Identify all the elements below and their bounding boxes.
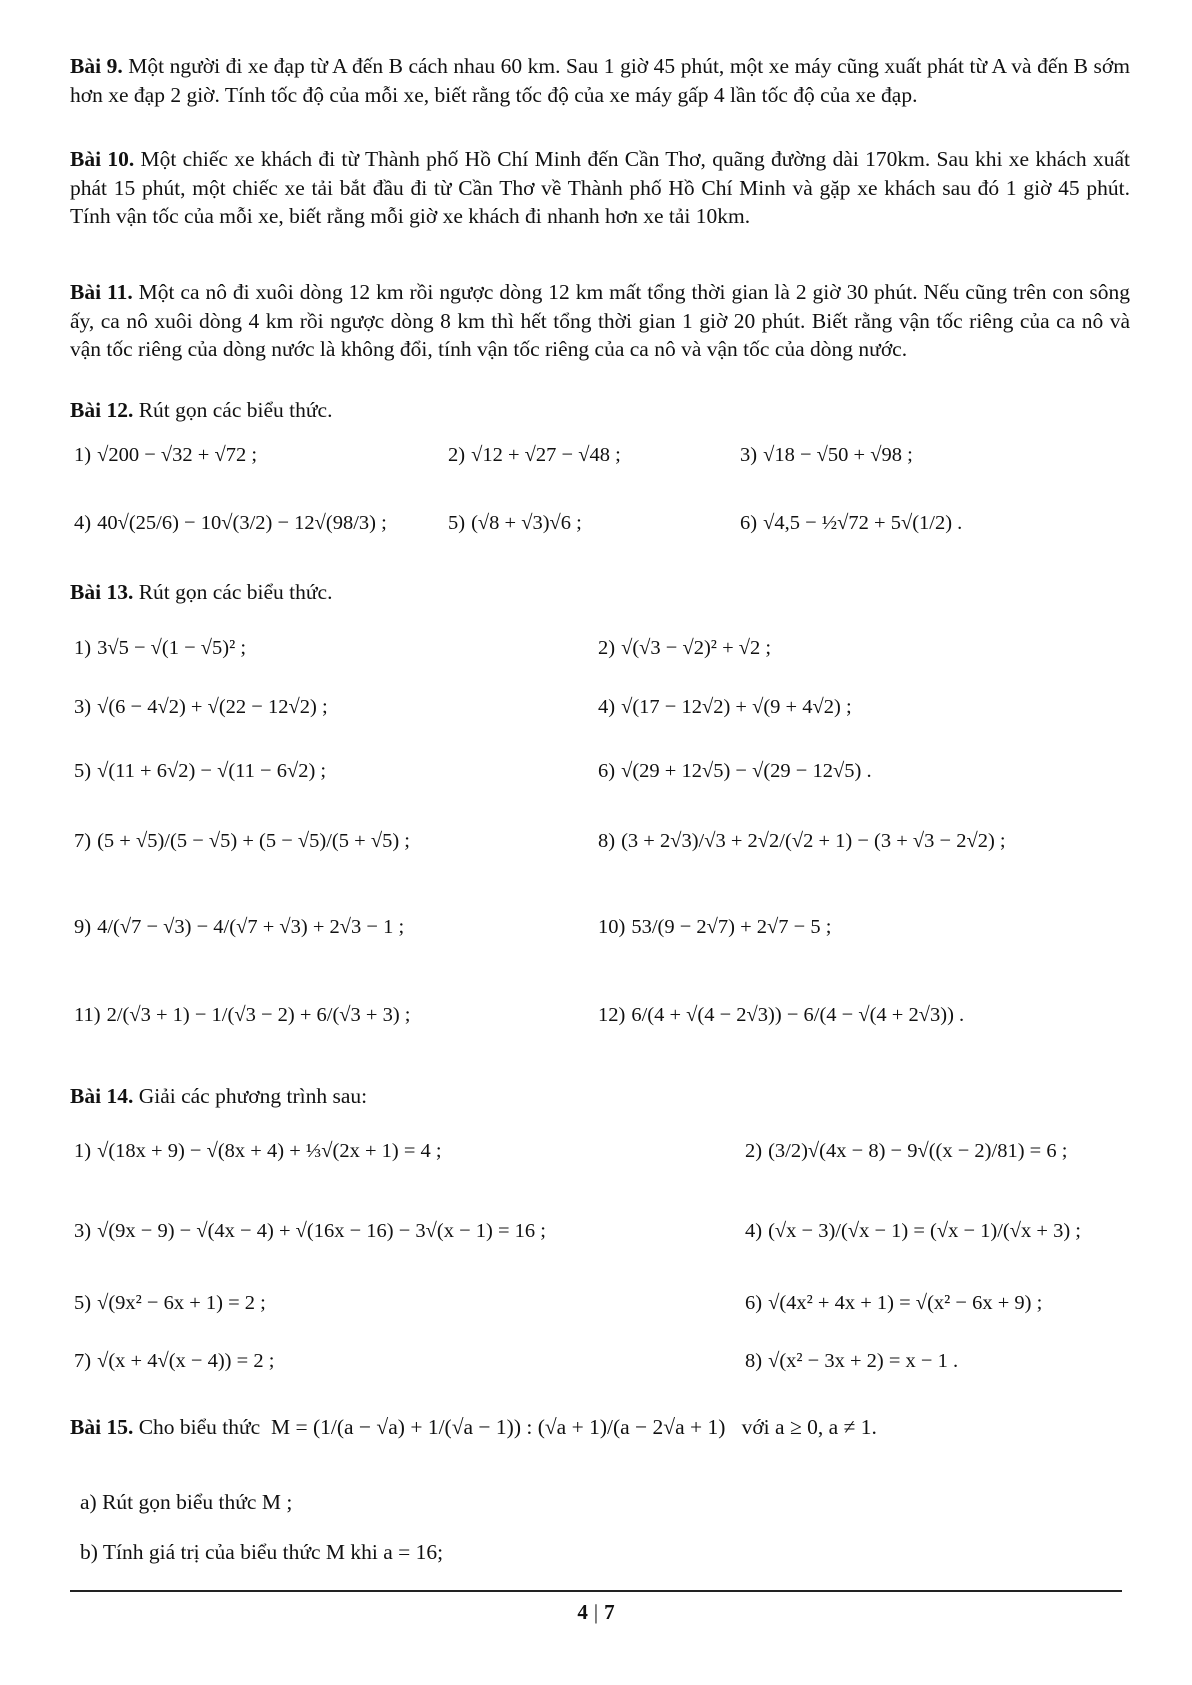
item-expression: √(29 + 12√5) − √(29 − 12√5) . [621,760,872,782]
item-number: 2) [448,444,466,466]
problem-11-label: Bài 11. [70,280,133,304]
problem-9 [70,52,1130,109]
exercise-13-2 [598,637,771,660]
item-number: 9) [74,916,92,938]
page-separator: | [593,1600,599,1624]
exercise-13-4 [598,696,852,719]
problem-10-label: Bài 10. [70,147,135,171]
item-expression: √(√3 − √2)² + √2 ; [621,637,772,659]
item-expression: 6/(4 + √(4 − 2√3)) − 6/(4 − √(4 + 2√3)) . [631,1004,965,1026]
item-expression: (3/2)√(4x − 8) − 9√((x − 2)/81) = 6 ; [768,1140,1068,1162]
item-number: 2) [745,1140,763,1162]
item-number: 8) [745,1350,763,1372]
item-number: 1) [74,1140,92,1162]
problem-15-text: Cho biểu thức [133,1415,261,1439]
exercise-12-5 [448,512,582,535]
exercise-13-1 [74,637,246,660]
item-expression: (√8 + √3)√6 ; [471,512,582,534]
problem-15-condition: với a ≥ 0, a ≠ 1. [741,1415,877,1439]
exercise-14-5 [74,1292,266,1315]
item-expression: √(9x − 9) − √(4x − 4) + √(16x − 16) − 3√(x − 1) = 16 ; [97,1220,547,1242]
exercise-12-1 [74,444,257,467]
item-number: 10) [598,916,626,938]
problem-15-formula: M = (1/(a − √a) + 1/(√a − 1)) : (√a + 1)/(a − 2√a + 1) [270,1415,726,1439]
exercise-13-3 [74,696,328,719]
item-expression: 40√(25/6) − 10√(3/2) − 12√(98/3) ; [97,512,387,534]
problem-14-heading [70,1084,367,1109]
exercise-14-2 [745,1140,1067,1163]
item-expression: √(6 − 4√2) + √(22 − 12√2) ; [97,696,328,718]
exercise-14-3 [74,1220,546,1243]
problem-15 [70,1415,877,1440]
item-expression: 4/(√7 − √3) − 4/(√7 + √3) + 2√3 − 1 ; [97,916,405,938]
problem-10 [70,145,1130,231]
exercise-13-10 [598,916,831,939]
exercise-14-4 [745,1220,1081,1243]
problem-15-part-b: b) Tính giá trị của biểu thức M khi a = 16; [80,1540,444,1564]
item-expression: √(x² − 3x + 2) = x − 1 . [768,1350,959,1372]
problem-12-label: Bài 12. [70,398,134,422]
exercise-14-7 [74,1350,274,1373]
item-expression: √(4x² + 4x + 1) = √(x² − 6x + 9) ; [768,1292,1043,1314]
item-number: 6) [740,512,758,534]
exercise-14-6 [745,1292,1042,1315]
exercise-14-1 [74,1140,442,1163]
exercise-12-3 [740,444,913,467]
problem-10-text: Một chiếc xe khách đi từ Thành phố Hồ Chí Minh đến Cần Thơ, quãng đường dài 170km. Sau khi xe khách xuất phát 15 phút, một chiếc xe tải bắt đầu đi từ Cần Thơ về Thành phố Hồ Chí Minh và gặp xe khách sau đó 1 giờ 45 phút. Tính vận tốc của mỗi xe, biết rằng mỗi giờ xe khách đi nhanh hơn xe tải 10km. [70,147,1130,228]
item-expression: (√x − 3)/(√x − 1) = (√x − 1)/(√x + 3) ; [768,1220,1081,1242]
total-pages: 7 [604,1600,615,1624]
item-expression: √(18x + 9) − √(8x + 4) + ⅓√(2x + 1) = 4 ; [97,1140,442,1162]
item-expression: √4,5 − ½√72 + 5√(1/2) . [763,512,963,534]
item-number: 3) [740,444,758,466]
item-expression: 53/(9 − 2√7) + 2√7 − 5 ; [631,916,832,938]
current-page: 4 [577,1600,588,1624]
item-number: 3) [74,696,92,718]
item-number: 1) [74,637,92,659]
item-number: 12) [598,1004,626,1026]
item-number: 2) [598,637,616,659]
footer-divider [70,1590,1122,1592]
item-number: 6) [745,1292,763,1314]
item-number: 7) [74,830,92,852]
item-number: 8) [598,830,616,852]
problem-11-text: Một ca nô đi xuôi dòng 12 km rồi ngược dòng 12 km mất tổng thời gian là 2 giờ 30 phút. Nếu cũng trên con sông ấy, ca nô xuôi dòng 4 km rồi ngược dòng 8 km thì hết tổng thời gian 1 giờ 20 phút. Biết rằng vận tốc riêng của ca nô và vận tốc riêng của dòng nước là không đổi, tính vận tốc riêng của ca nô và vận tốc của dòng nước. [70,280,1130,361]
item-number: 6) [598,760,616,782]
problem-11 [70,278,1130,364]
exercise-13-9 [74,916,404,939]
exercise-13-5 [74,760,326,783]
problem-14-text: Giải các phương trình sau: [133,1084,368,1108]
exercise-13-8 [598,830,1006,853]
item-number: 3) [74,1220,92,1242]
item-number: 4) [598,696,616,718]
item-number: 5) [74,760,92,782]
exercise-14-8 [745,1350,958,1373]
exercise-12-4 [74,512,387,535]
item-expression: √12 + √27 − √48 ; [471,444,621,466]
item-expression: (5 + √5)/(5 − √5) + (5 − √5)/(5 + √5) ; [97,830,410,852]
problem-14-label: Bài 14. [70,1084,134,1108]
problem-13-label: Bài 13. [70,580,134,604]
problem-9-label: Bài 9. [70,54,123,78]
page-number [0,1600,1192,1625]
problem-13-heading [70,580,332,605]
item-number: 4) [74,512,92,534]
item-number: 4) [745,1220,763,1242]
problem-12-heading [70,398,332,423]
exercise-13-7 [74,830,410,853]
problem-12-text: Rút gọn các biểu thức. [133,398,333,422]
item-expression: √200 − √32 + √72 ; [97,444,258,466]
exercise-12-2 [448,444,621,467]
item-number: 7) [74,1350,92,1372]
item-expression: √(11 + 6√2) − √(11 − 6√2) ; [97,760,327,782]
item-expression: √(9x² − 6x + 1) = 2 ; [97,1292,266,1314]
item-expression: (3 + 2√3)/√3 + 2√2/(√2 + 1) − (3 + √3 − 2√2) ; [621,830,1006,852]
item-number: 11) [74,1004,101,1026]
exercise-12-6 [740,512,962,535]
problem-15-part-a: a) Rút gọn biểu thức M ; [80,1490,293,1514]
problem-15-label: Bài 15. [70,1415,134,1439]
item-number: 5) [74,1292,92,1314]
item-expression: √18 − √50 + √98 ; [763,444,913,466]
exercise-13-12 [598,1004,964,1027]
item-number: 5) [448,512,466,534]
item-expression: 3√5 − √(1 − √5)² ; [97,637,247,659]
exercise-13-11 [74,1004,411,1027]
problem-13-text: Rút gọn các biểu thức. [133,580,333,604]
problem-9-text: Một người đi xe đạp từ A đến B cách nhau 60 km. Sau 1 giờ 45 phút, một xe máy cũng xuất phát từ A và đến B sớm hơn xe đạp 2 giờ. Tính tốc độ của mỗi xe, biết rằng tốc độ của xe máy gấp 4 lần tốc độ của xe đạp. [70,54,1130,107]
item-number: 1) [74,444,92,466]
item-expression: √(x + 4√(x − 4)) = 2 ; [97,1350,275,1372]
item-expression: √(17 − 12√2) + √(9 + 4√2) ; [621,696,852,718]
exercise-13-6 [598,760,872,783]
item-expression: 2/(√3 + 1) − 1/(√3 − 2) + 6/(√3 + 3) ; [106,1004,411,1026]
